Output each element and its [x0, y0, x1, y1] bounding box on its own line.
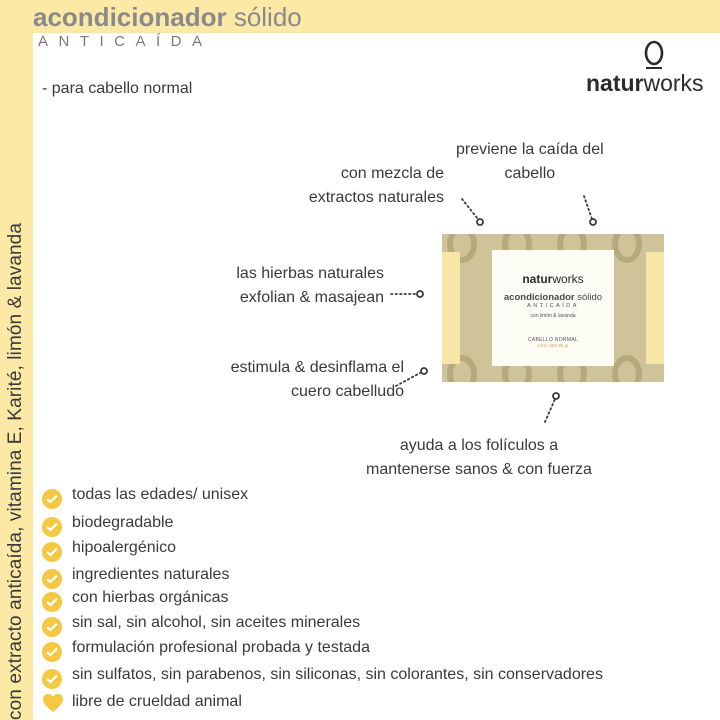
heart-icon [42, 693, 64, 713]
callout-prevents-line2: cabello [504, 165, 556, 182]
feature-label: libre de crueldad animal [72, 693, 242, 710]
connector-dot [590, 219, 596, 225]
feature-label: con hierbas orgánicas [72, 589, 229, 606]
callout-follicles-line1: ayuda a los folículos a [399, 437, 559, 454]
check-icon [42, 569, 62, 589]
label-logo-bold: natur [522, 272, 553, 286]
feature-label: sin sal, sin alcohol, sin aceites minerales [72, 614, 361, 631]
check-icon [42, 642, 62, 662]
feature-label: todas las edades/ unisex [72, 486, 249, 503]
logo-text-bold: natur [586, 70, 644, 96]
callout-herbs-line1: las hierbas naturales [236, 265, 384, 282]
callout-prevents-line1: previene la caída del [456, 141, 604, 158]
check-icon [42, 542, 62, 562]
check-icon [42, 592, 62, 612]
title-bold: acondicionador [33, 2, 227, 32]
page-subtitle: ANTICAÍDA [38, 33, 213, 50]
check-icon [42, 489, 62, 509]
wrapper-band-right [646, 252, 664, 364]
connector-dot [417, 291, 423, 297]
callout-blend-line1: con mezcla de [340, 165, 444, 182]
label-with: con limón & lavanda [530, 313, 576, 319]
connector-dot [553, 393, 559, 399]
feature-label: ingredientes naturales [72, 566, 230, 583]
label-logo-light: works [552, 272, 584, 286]
feature-label: formulación profesional probada y testada [72, 639, 370, 656]
check-icon [42, 517, 62, 537]
label-title-bold: acondicionador [503, 292, 575, 303]
label-net: cont. neto 90 gr [537, 343, 569, 348]
label-type: CABELLO NORMAL [527, 337, 579, 343]
label-title [492, 292, 614, 303]
connector-dot [421, 368, 427, 374]
connector-dot [477, 219, 483, 225]
feature-label: hipoalergénico [72, 539, 177, 556]
logo-text-light: works [643, 70, 704, 96]
callout-blend-line2: extractos naturales [308, 189, 444, 206]
feature-label: sin sulfatos, sin parabenos, sin siliconas, sin colorantes, sin conservadores [72, 666, 603, 683]
label-title-light: sólido [577, 292, 603, 303]
product-label [492, 250, 614, 366]
callout-stimulates-line1: estimula & desinflama el [230, 359, 404, 376]
wrapper-band-left [442, 252, 460, 364]
tagline: - para cabello normal [42, 80, 193, 97]
callout-stimulates-line2: cuero cabelludo [291, 383, 404, 400]
title-light: sólido [233, 2, 302, 32]
callout-follicles-line2: mantenerse sanos & con fuerza [366, 461, 592, 478]
side-ingredients-text: con extracto anticaída, vitamina E, Karité, limón & lavanda [5, 223, 26, 720]
callout-herbs-line2: exfolian & masajean [239, 289, 384, 306]
label-logo [492, 272, 614, 286]
label-subtitle: ANTICAÍDA [527, 303, 579, 309]
check-icon [42, 669, 62, 689]
product-image [442, 234, 664, 382]
feature-label: biodegradable [72, 514, 174, 531]
check-icon [42, 617, 62, 637]
